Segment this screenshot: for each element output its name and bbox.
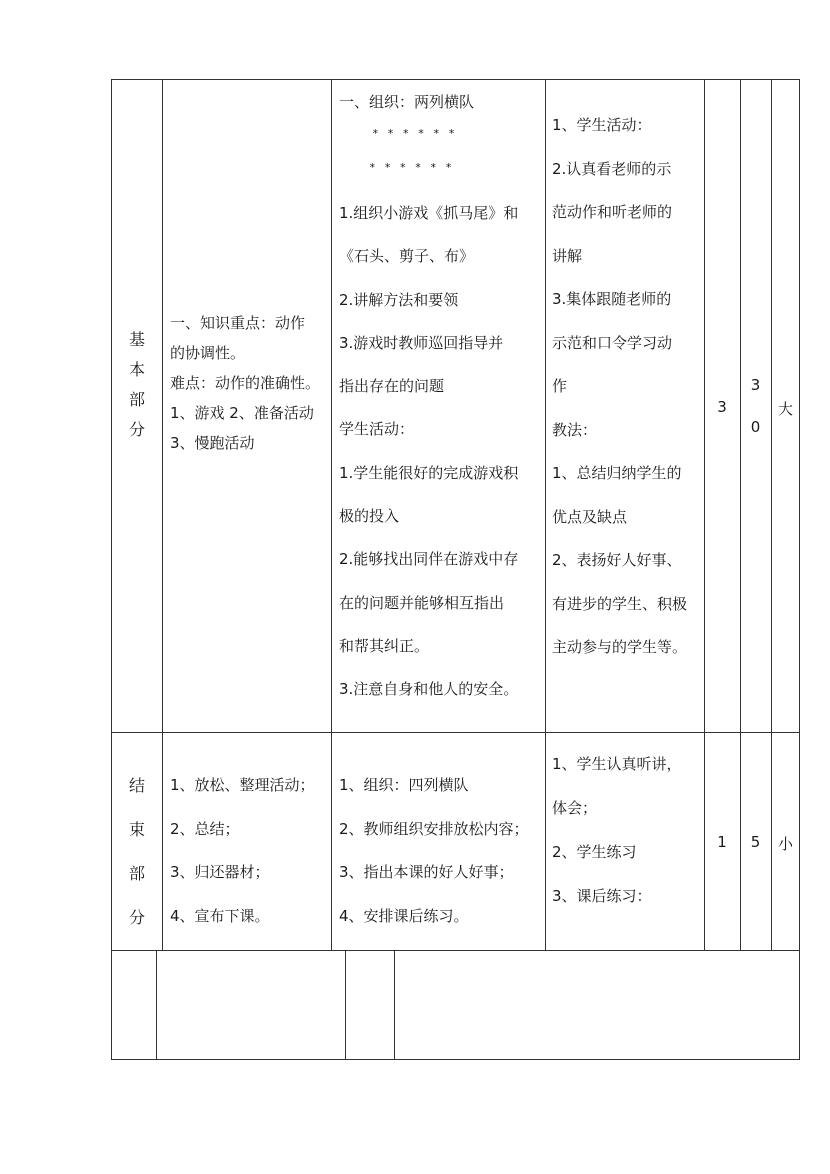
main-time-digit-1: 3: [750, 376, 761, 394]
bottom-col-divider: [394, 950, 395, 1060]
formation-row-2: * * * * * *: [369, 161, 453, 174]
end-section-label: 结 束 部 分: [128, 776, 145, 927]
bottom-col-divider: [345, 950, 346, 1060]
end-content: 1、放松、整理活动； 2、总结； 3、归还器材； 4、宣布下课。: [170, 776, 315, 925]
formation-row-1: * * * * * *: [372, 127, 456, 140]
col-divider: [545, 79, 546, 951]
col-divider: [740, 79, 741, 951]
end-count: 1: [717, 833, 727, 851]
col-divider: [331, 79, 332, 951]
bottom-empty-row: [111, 950, 800, 1060]
bottom-col-divider: [156, 950, 157, 1060]
end-organization: 1、组织：四列横队 2、教师组织安排放松内容； 3、指出本课的好人好事； 4、安排课后练习。: [339, 776, 529, 925]
col-divider: [162, 79, 163, 951]
main-methods: 1、学生活动： 2.认真看老师的示 范动作和听老师的 讲解 3.集体跟随老师的 示范和口令学习动 作 教法： 1、总结归纳学生的 优点及缺点 2、表扬好人好事、 有进步的学生、积极 主动参与的学生等。: [552, 116, 688, 656]
col-divider: [704, 79, 705, 951]
end-intensity: 小: [777, 835, 793, 853]
main-content: 一、知识重点：动作 的协调性。 难点：动作的准确性。 1、游戏 2、准备活动 3、慢跑活动: [170, 314, 321, 452]
main-time-digit-2: 0: [750, 418, 761, 436]
row-divider: [111, 732, 800, 733]
main-organization: 一、组织：两列横队 * * * * * * * * * * * * 1.组织小游戏《抓马尾》和 《石头、剪子、布》 2.讲解方法和要领 3.游戏时教师巡回指导并 指出存在的问题 学生活动： 1.学生能很好的完成游戏积 极的投入 2.能够找出同伴在游戏中存 在的问题并能够相互指出 和帮其纠正。 3.注意自身和他人的安全。: [339, 90, 544, 712]
main-count: 3: [717, 398, 727, 416]
end-time: 5: [750, 833, 761, 851]
main-section-label: 基 本 部 分: [128, 330, 145, 439]
main-intensity: 大: [777, 400, 793, 418]
end-methods: 1、学生认真听讲， 体会； 2、学生练习 3、课后练习：: [552, 755, 682, 905]
col-divider: [771, 79, 772, 951]
main-org-title: 一、组织：两列横队: [339, 93, 475, 111]
